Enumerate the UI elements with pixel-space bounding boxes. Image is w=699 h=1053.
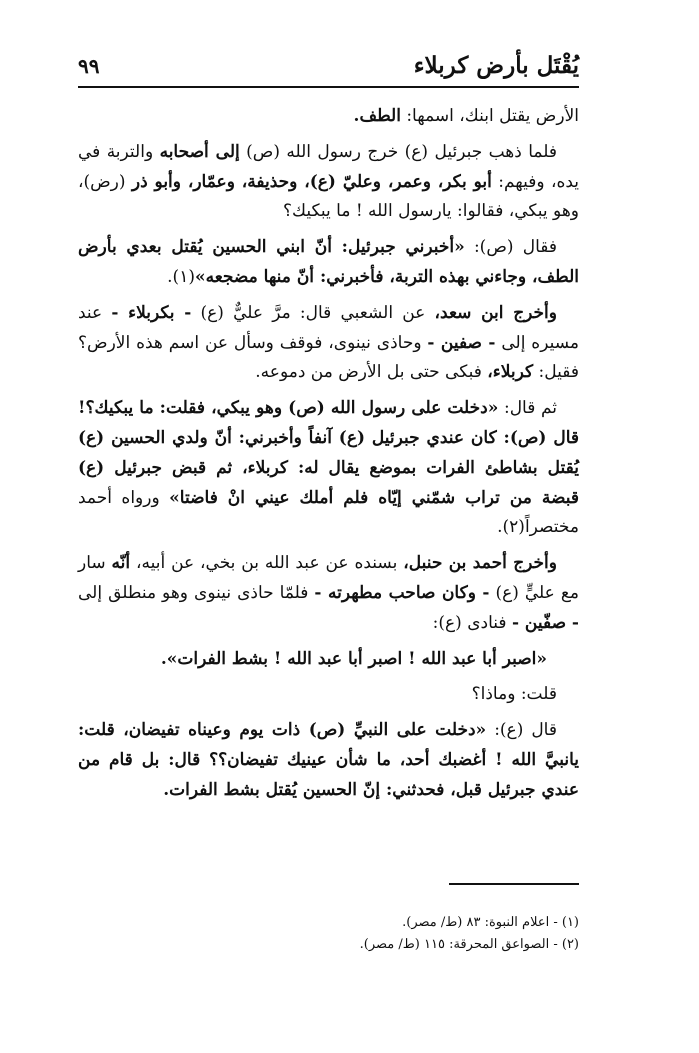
- text-span: (رض)، وهو يبكي، فقالوا: يارسول الله ! ما يبكيك؟: [78, 171, 579, 222]
- text-span: سار مع عليٍّ (ع): [78, 553, 579, 603]
- quote-bold: «أخبرني جبرئيل: أنّ ابني الحسين يُقتل بعدي بأرض الطف، وجاءني بهذه التربة، فأخبرني: أنّ منها مضجعه»: [78, 237, 579, 287]
- paragraph-2: [78, 138, 579, 227]
- bold-span: إلى أصحابه: [159, 141, 240, 162]
- paragraph-8: قلت: وماذا؟: [471, 684, 557, 705]
- text-span: فبكى حتى بل الأرض من دموعه.: [255, 362, 488, 383]
- footnote-ref-2: (٢).: [497, 517, 525, 538]
- page-number: ٩٩: [78, 54, 100, 78]
- quote-bold: «دخلت على رسول الله (ص) وهو يبكي، فقلت: ما يبكيك؟! قال (ص): كان عندي جبرئيل (ع) آنفاً وأخبرني: أنّ ولدي الحسين (ع) يُقتل بشاطئ الفرات بموضع يقال له: كربلاء، ثم قبض جبرئيل (ع) قبضة من تراب شمّني إيّاه فلم أملك عيني انْ فاضتا»: [78, 398, 579, 508]
- text-span: بسنده عن عبد الله بن بخي، عن أبيه،: [130, 553, 404, 574]
- bold-span: - بكربلاء -: [111, 302, 192, 323]
- text-span: وحاذى نينوى، فوقف وسأل عن اسم هذه الأرض؟ فقيل:: [78, 332, 579, 383]
- paragraph-3: [78, 233, 579, 293]
- text-span: فلمّا حاذى نينوى وهو منطلق إلى: [78, 582, 315, 603]
- bold-span: - وكان صاحب مطهرته -: [314, 582, 490, 603]
- running-title: يُقْتَل بأرض كربلاء: [413, 52, 579, 79]
- footnote-2: (٢) - الصواعق المحرقة: ١١٥ (ط/ مصر).: [359, 937, 579, 952]
- text-span: ورواه أحمد مختصراً: [78, 487, 579, 538]
- bold-span: أنّه: [111, 553, 131, 574]
- paragraph-7-quote: «اصبر أبا عبد الله ! اصبر أبا عبد الله ! بشط الفرات».: [160, 648, 547, 669]
- bold-span: كربلاء،: [487, 362, 534, 383]
- bold-span: وأخرج ابن سعد،: [434, 302, 557, 323]
- text-span: عند مسيره إلى: [78, 302, 579, 353]
- footnotes: [78, 912, 579, 956]
- bold-span: وأخرج أحمد بن حنبل،: [403, 553, 557, 574]
- text-span: فلما ذهب جبرئيل (ع) خرج رسول الله (ص): [239, 141, 558, 162]
- paragraph-1: [78, 102, 579, 132]
- text-span: عن الشعبي قال: مرَّ عليٌّ (ع): [191, 302, 435, 323]
- paragraph-6: [78, 549, 579, 638]
- body-text: [78, 102, 579, 812]
- bold-span: - صفّين -: [511, 612, 579, 633]
- bold-span: الطف.: [353, 106, 401, 126]
- bold-span: أبو بكر، وعمر، وعليّ (ع)، وحذيفة، وعمّار، وأبو ذر: [131, 171, 492, 192]
- paragraph-5: [78, 394, 579, 543]
- quote-bold: «دخلت على النبيِّ (ص) ذات يوم وعيناه تفيضان، قلت: يانبيَّ الله ! أغضبك أحد، ما شأن عينيك تفيضان؟؟ قال: بل قام من عندي جبرئيل قبل، فحدثني: إنّ الحسين يُقتل بشط الفرات.: [78, 720, 579, 800]
- page-header: [78, 48, 579, 88]
- footnote-divider: [449, 883, 579, 885]
- footnote-ref-1: (١).: [167, 266, 195, 287]
- text-span: الأرض يقتل ابنك، اسمها:: [400, 106, 579, 126]
- text-span: فقال (ص):: [464, 237, 557, 258]
- paragraph-9: [78, 716, 579, 805]
- text-span: فنادى (ع):: [432, 612, 512, 633]
- text-span: والتربة في يده، وفيهم:: [78, 141, 580, 192]
- bold-span: - صفين -: [427, 332, 496, 353]
- footnote-1: (١) - اعلام النبوة: ٨٣ (ط/ مصر).: [402, 915, 579, 930]
- text-span: ثم قال:: [498, 398, 557, 419]
- paragraph-4: [78, 299, 579, 388]
- text-span: قال (ع):: [486, 720, 557, 741]
